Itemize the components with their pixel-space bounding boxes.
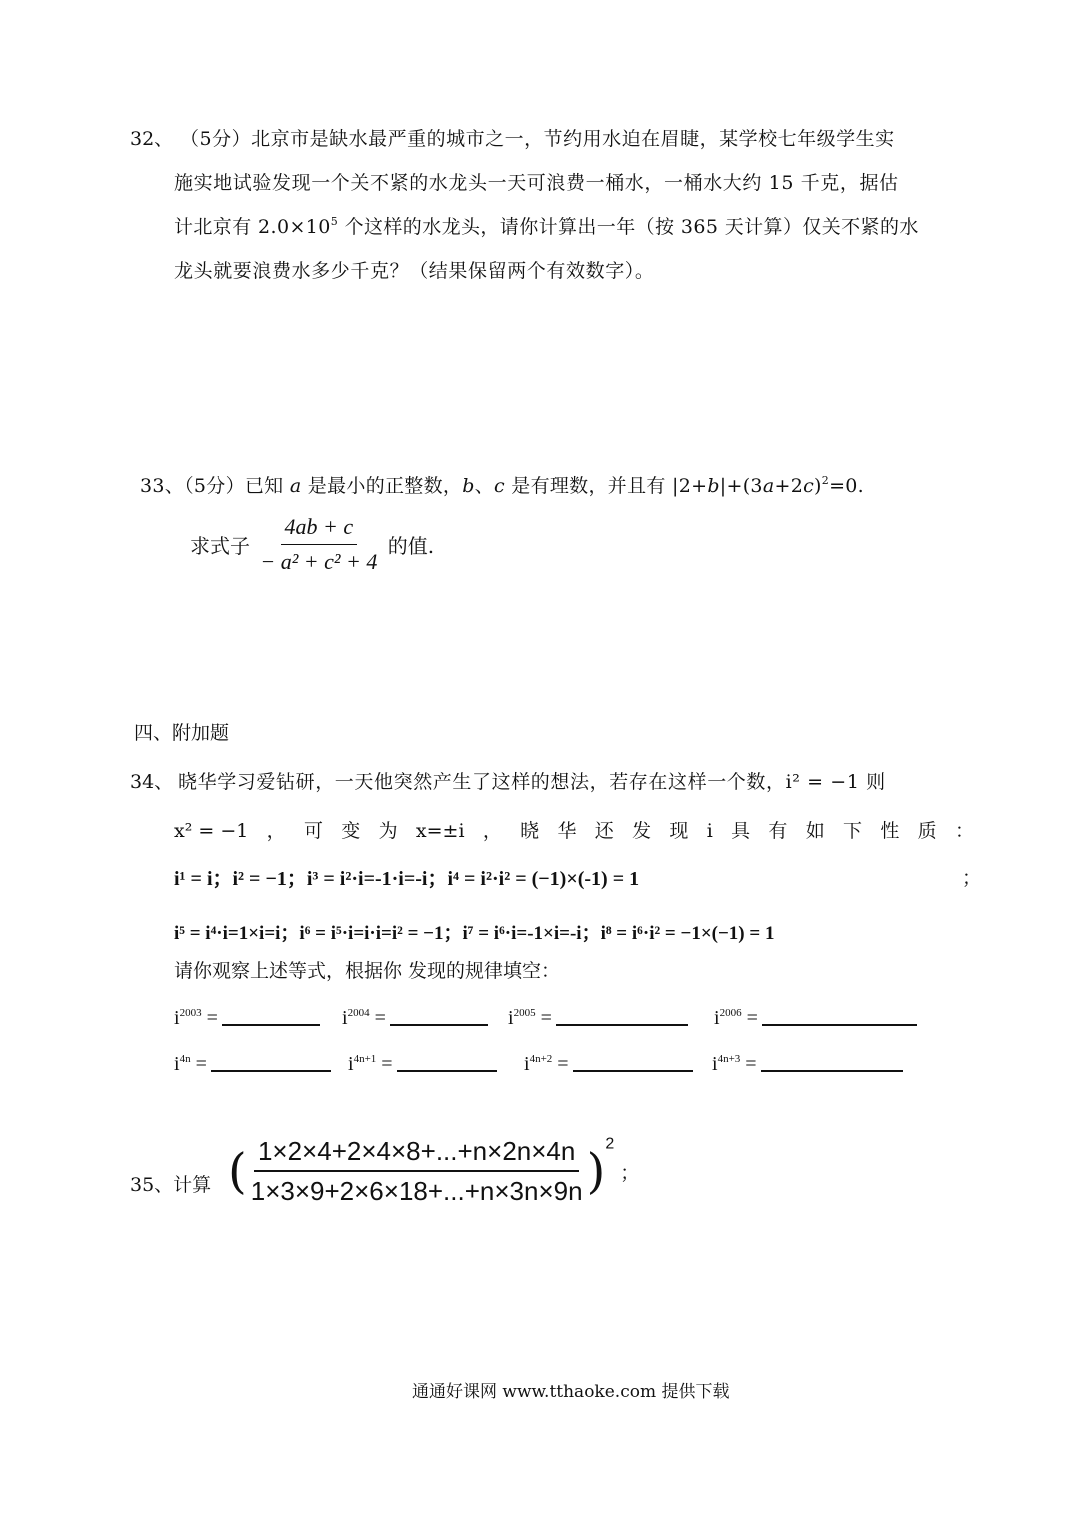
q34-line1: 晓华学习爱钻研，一天他突然产生了这样的想法，若存在这样一个数，i² = −1 则 (178, 771, 886, 793)
q33-prefix: 求式子 (190, 534, 250, 558)
equals: = (376, 1053, 393, 1075)
blank-item (712, 1052, 903, 1076)
q35-exp: 2 (605, 1135, 615, 1153)
q32-line2: 施实地试验发现一个关不紧的水龙头一天可浪费一桶水，一桶水大约 15 千克，据估 (174, 172, 899, 194)
exponent: 4n (179, 1053, 191, 1065)
answer-blank[interactable] (573, 1052, 693, 1072)
base-i: i (712, 1053, 718, 1075)
q34-line2-word: 如 (805, 820, 825, 842)
blank-item (714, 1006, 917, 1030)
equals: = (552, 1053, 569, 1075)
q34-line2-word: 发 (632, 820, 652, 842)
q33-text: +2 (774, 475, 804, 497)
answer-blank[interactable] (556, 1006, 688, 1026)
exponent: 4n+2 (529, 1053, 553, 1065)
q33-numerator: 4ab + c (281, 514, 358, 545)
blank-item (174, 1006, 320, 1030)
q32-line1: （5分）北京市是缺水最严重的城市之一，节约用水迫在眉睫，某学校七年级学生实 (180, 128, 895, 150)
equals: = (740, 1053, 757, 1075)
q34-line2-word: 还 (594, 820, 614, 842)
var-c: c (493, 475, 505, 497)
q34-line2-word: 可 (303, 820, 323, 842)
base-i: i (342, 1007, 348, 1029)
q32-number: 32、 (130, 128, 174, 150)
blank-item (508, 1006, 688, 1030)
q33-text: =0. (829, 475, 865, 497)
q34-line2-word: 晓 (520, 820, 540, 842)
q34-line4: i⁵ = i⁴·i=1×i=i；i⁶ = i⁵·i=i·i=i² = −1；i⁷ = i⁶·i=-1×i=-i；i⁸ = i⁶·i² = −1×(−1) = 1 (174, 923, 775, 944)
q34-line2-word: 现 (669, 820, 689, 842)
q34-line2-word: 具 (731, 820, 751, 842)
q34-line2-word: 性 (880, 820, 900, 842)
var-c: c (803, 475, 815, 497)
footer-text: 通通好课网 www.tthaoke.com 提供下载 (412, 1382, 730, 1402)
q33-exp: 2 (821, 474, 830, 487)
exponent: 2004 (347, 1007, 370, 1019)
q34-line3: i¹ = i；i² = −1；i³ = i²·i=-1·i=-i；i⁴ = i²·i² = (−1)×(-1) = 1 (174, 868, 640, 890)
blank-item (174, 1052, 331, 1076)
q35-number: 35、计算 (130, 1174, 212, 1196)
blank-item (342, 1006, 488, 1030)
q33-denominator: − a² + c² + 4 (260, 549, 378, 574)
q33-text: 、 (474, 475, 494, 497)
answer-blank[interactable] (397, 1052, 497, 1072)
equals: = (369, 1007, 386, 1029)
q32-line4: 龙头就要浪费水多少千克？（结果保留两个有效数字）。 (174, 260, 655, 282)
q33-text: （5分）已知 (184, 475, 290, 497)
q34-line2-word: ， (266, 820, 286, 842)
q35-expression (228, 1136, 639, 1207)
q32-line3-a: 计北京有 2.0×10 (174, 216, 331, 238)
exponent: 4n+3 (717, 1053, 741, 1065)
q34-line2-word: ， (482, 820, 502, 842)
q34-line2-word: 下 (843, 820, 863, 842)
base-i: i (508, 1007, 514, 1029)
base-i: i (174, 1007, 180, 1029)
exponent: 2006 (719, 1007, 742, 1019)
q33-text: 是最小的正整数， (301, 475, 463, 497)
q34-line5: 请你观察上述等式，根据你 发现的规律填空： (174, 960, 561, 982)
q34-line2 (174, 822, 974, 841)
exponent: 4n+1 (353, 1053, 377, 1065)
equals: = (535, 1007, 552, 1029)
blank-item (348, 1052, 497, 1076)
blank-item (524, 1052, 693, 1076)
equals: = (201, 1007, 218, 1029)
q34-line2-word: 质 (917, 820, 937, 842)
var-a: a (762, 475, 775, 497)
q34-line2-word: 有 (768, 820, 788, 842)
var-b: b (707, 475, 720, 497)
var-b: b (462, 475, 475, 497)
q34-line2-word: 华 (557, 820, 577, 842)
q34-line2-word: x=±i (415, 820, 465, 842)
answer-blank[interactable] (211, 1052, 331, 1072)
q34-line2-word: 变 (341, 820, 361, 842)
q33-expression (190, 514, 434, 575)
q34-line3-end: ； (962, 867, 982, 889)
q32-line3-b: 个这样的水龙头，请你计算出一年（按 365 天计算）仅关不紧的水 (338, 216, 919, 238)
q33-fraction (256, 514, 381, 575)
left-paren: ( (228, 1143, 247, 1200)
q35-numerator: 1×2×4+2×4×8+...+n×2n×4n (254, 1136, 579, 1172)
base-i: i (348, 1053, 354, 1075)
answer-blank[interactable] (762, 1006, 917, 1026)
q33-text: ) (814, 475, 822, 497)
var-a: a (289, 475, 302, 497)
q33-suffix: 的值. (387, 534, 435, 558)
q32-line3-exp: 5 (330, 215, 339, 228)
base-i: i (714, 1007, 720, 1029)
exponent: 2005 (513, 1007, 536, 1019)
equals: = (741, 1007, 758, 1029)
q32-line3 (174, 215, 919, 238)
base-i: i (524, 1053, 530, 1075)
q35-end: ； (620, 1163, 640, 1184)
q34-line2-word: 为 (378, 820, 398, 842)
equals: = (190, 1053, 207, 1075)
q34-line2-word: x² = −1 (174, 820, 249, 842)
q33-text: 是有理数，并且有 |2+ (504, 475, 708, 497)
answer-blank[interactable] (390, 1006, 488, 1026)
q34-line2-word: ： (954, 820, 974, 842)
section-title: 四、附加题 (134, 722, 230, 744)
right-paren: ) (586, 1143, 606, 1200)
exponent: 2003 (179, 1007, 202, 1019)
q33-line1 (140, 474, 865, 497)
q34-line2-word: i (706, 820, 713, 842)
q33-number: 33、 (140, 475, 185, 497)
answer-blank[interactable] (222, 1006, 320, 1026)
q35-denominator: 1×3×9+2×6×18+...+n×3n×9n (250, 1176, 583, 1206)
q33-text: |+(3 (719, 475, 763, 497)
answer-blank[interactable] (761, 1052, 903, 1072)
q34-number: 34、 (130, 771, 174, 793)
q35-fraction (247, 1136, 587, 1207)
base-i: i (174, 1053, 180, 1075)
